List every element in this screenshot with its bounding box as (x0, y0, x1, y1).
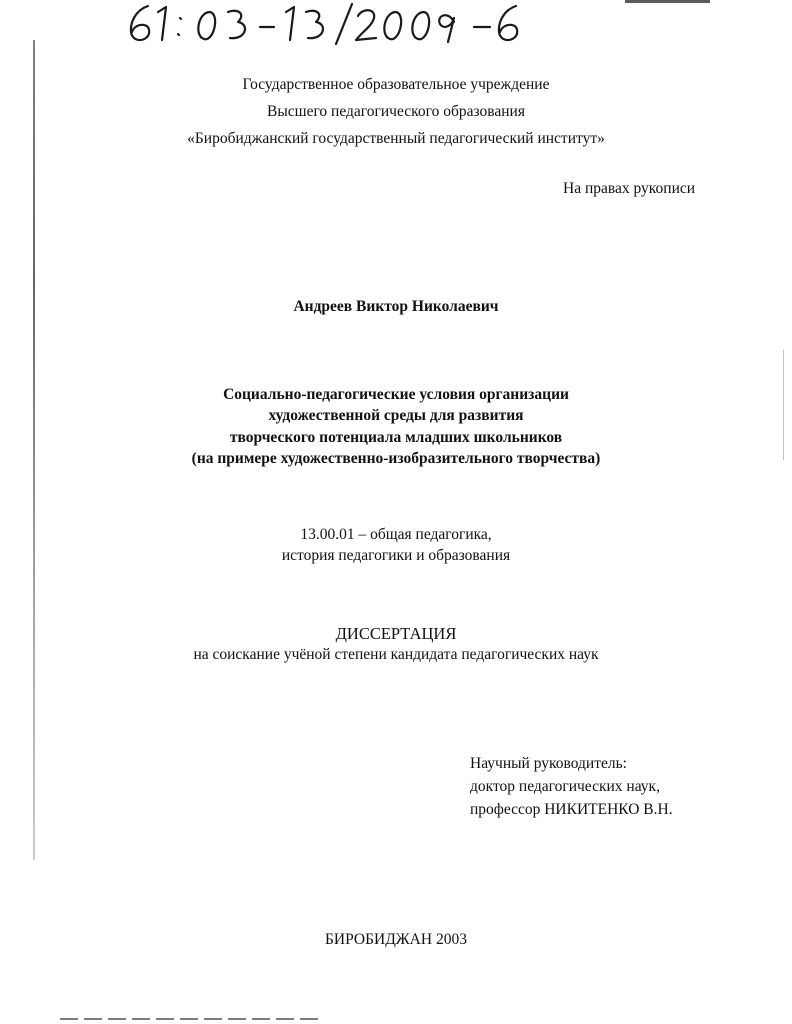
supervisor-name: профессор НИКИТЕНКО В.Н. (470, 801, 673, 818)
scan-edge-top (625, 0, 710, 3)
scan-edge-bottom (60, 1018, 320, 1020)
document-type-title: ДИССЕРТАЦИЯ (335, 624, 457, 643)
thesis-title-line-1: Социально-педагогические условия организации (223, 386, 569, 403)
handwritten-catalog-number (118, 0, 558, 48)
thesis-title-line-3: творческого потенциала младших школьников (229, 429, 563, 446)
city-year: БИРОБИДЖАН 2003 (325, 931, 467, 948)
supervisor-label: Научный руководитель: (470, 755, 627, 772)
institution-line-2: Высшего педагогического образования (267, 103, 525, 120)
specialty-code: 13.00.01 – общая педагогика, (300, 526, 492, 543)
document-type-subtitle: на соискание учёной степени кандидата педагогических наук (193, 646, 599, 663)
supervisor-degree: доктор педагогических наук, (470, 778, 660, 795)
institution-name: «Биробиджанский государственный педагогический институт» (187, 130, 605, 147)
thesis-title-line-4: (на примере художественно-изобразительного творчества) (191, 450, 601, 467)
supervisor-block (470, 752, 673, 821)
institution-line-1: Государственное образовательное учреждение (242, 76, 550, 93)
author-name: Андреев Виктор Николаевич (293, 298, 499, 315)
thesis-title-line-2: художественной среды для развития (268, 407, 524, 424)
specialty-name: история педагогики и образования (281, 547, 511, 564)
manuscript-note: На правах рукописи (563, 180, 696, 197)
